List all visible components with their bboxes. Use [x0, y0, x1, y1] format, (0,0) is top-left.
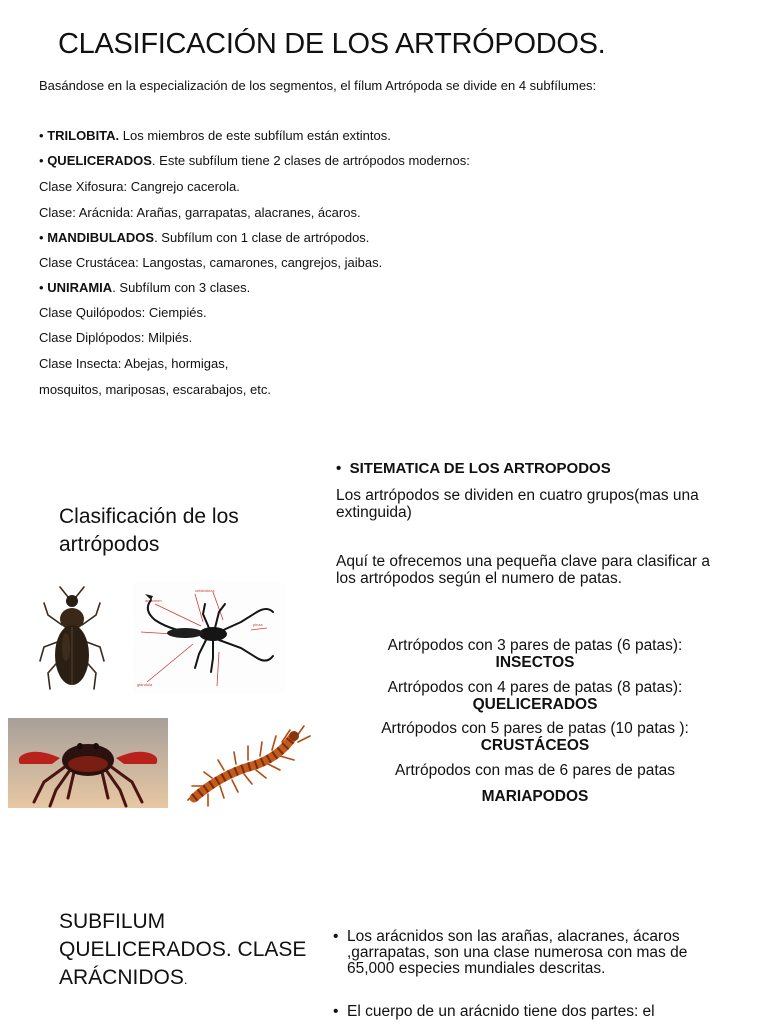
slide1-line: Clase Insecta: Abejas, hormigas,	[39, 356, 229, 371]
slide1-line: • UNIRAMIA. Subfílum con 3 clases.	[39, 280, 251, 295]
slide1-intro: Basándose en la especialización de los segmentos, el fílum Artrópoda se divide en 4 subfílumes:	[39, 78, 597, 93]
slide1-line: • MANDIBULADOS. Subfílum con 1 clase de artrópodos.	[39, 230, 370, 245]
slide1-line: Clase Crustácea: Langostas, camarones, cangrejos, jaibas.	[39, 255, 383, 270]
systematics-paragraph: Los artrópodos se dividen en cuatro grupos(mas una extinguida)	[336, 487, 699, 521]
slide1-line: • TRILOBITA. Los miembros de este subfílum están extintos.	[39, 128, 391, 143]
arachnid-bullet: • Los arácnidos son las arañas, alacranes, ácaros ,garrapatas, son una clase numerosa con mas de 65,000 especies mundiales descritas.	[333, 928, 688, 977]
svg-text:abdomen: abdomen	[145, 598, 162, 603]
scorpion-image	[133, 582, 285, 694]
centipede-image	[182, 716, 314, 808]
arachnid-bullet: • El cuerpo de un arácnido tiene dos partes: el	[333, 1003, 655, 1020]
slide1-line: Clase Xifosura: Cangrejo cacerola.	[39, 179, 240, 194]
slide1-title: CLASIFICACIÓN DE LOS ARTRÓPODOS.	[58, 28, 606, 60]
group-crustaceans: Artrópodos con 5 pares de patas (10 patas ): CRUSTÁCEOS	[381, 720, 689, 754]
slide1-line: Clase: Arácnida: Arañas, garrapatas, alacranes, ácaros.	[39, 205, 361, 220]
group-chelicerates: Artrópodos con 4 pares de patas (8 patas): QUELICERADOS	[387, 679, 683, 713]
svg-text:pinza: pinza	[253, 622, 263, 627]
slide3-title: SUBFILUM QUELICERADOS. CLASE ARÁCNIDOS.	[59, 910, 307, 989]
key-paragraph: Aquí te ofrecemos una pequeña clave para clasificar a los artrópodos según el numero de patas.	[336, 553, 710, 587]
group-myriapods: Artrópodos con mas de 6 pares de patas MARIAPODOS	[394, 762, 676, 805]
beetle-image	[38, 585, 106, 697]
svg-text:cefalotórax: cefalotórax	[195, 588, 215, 593]
slide1-line: Clase Diplópodos: Milpiés.	[39, 330, 193, 345]
slide1-line: Clase Quilópodos: Ciempiés.	[39, 305, 207, 320]
slide1-line: • QUELICERADOS. Este subfílum tiene 2 clases de artrópodos modernos:	[39, 153, 470, 168]
slide2-title: Clasificación de los artrópodos	[59, 505, 239, 556]
group-insects: Artrópodos con 3 pares de patas (6 patas): INSECTOS	[387, 637, 683, 671]
slide1-line: mosquitos, mariposas, escarabajos, etc.	[39, 382, 271, 397]
systematics-heading: • SITEMATICA DE LOS ARTROPODOS	[336, 460, 611, 477]
crab-image	[8, 718, 168, 808]
svg-text:glándula: glándula	[137, 682, 153, 687]
